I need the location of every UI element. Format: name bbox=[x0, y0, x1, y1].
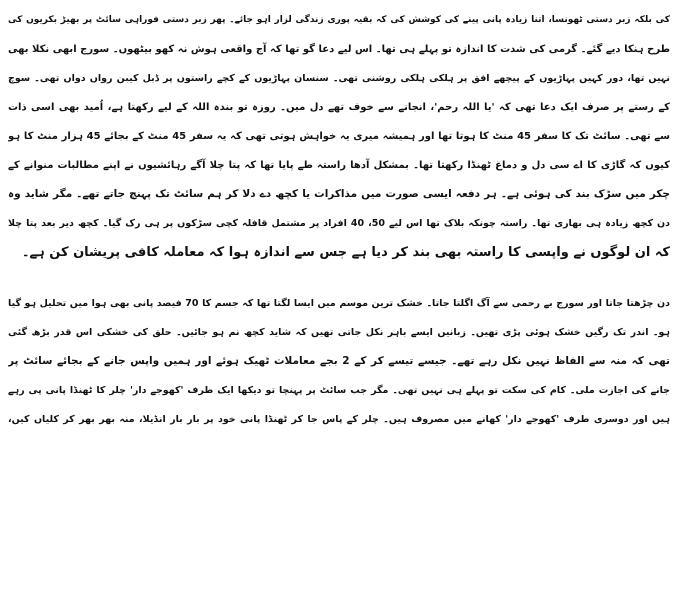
text-line: دن کچھ زیادہ ہی بھاری تھا۔ راستہ چونکہ بلاک تھا اس لیے 50، 40 افراد پر مشتمل قافلہ کچی سڑکوں پر ہی رک گیا۔ کچھ دیر بعد پتا چلا bbox=[8, 218, 670, 229]
text-line: نہیں تھا، دور کہیں پہاڑیوں کے پیچھے افق پر ہلکی ہلکی روشنی تھی۔ سنسان پہاڑیوں کے کچے راستوں پر ڈبل کیبن رواں دواں تھی۔ سوچ bbox=[8, 73, 670, 84]
text-line: ہو۔ اندر تک رگیں خشک ہوئی پڑی تھیں۔ زبانیں ایسے باہر نکل جاتی تھیں کہ شاید کچھ نم ہو جائیں۔ حلق کی خشکی اس قدر بڑھ گئی bbox=[8, 327, 670, 338]
text-line: کی بلکہ زبر دستی ٹھونسا، اتنا زیادہ پانی پینے کی کوشش کی کہ بقیہ پوری زندگی لزار اہو جائے۔ پھر زبر دستی فوراہی سائٹ پر بھیڑ بکریوں کی bbox=[8, 15, 670, 25]
text-line: سے تھی۔ سائٹ تک کا سفر 45 منٹ کا ہوتا تھا اور ہمیشہ میری یہ خواہش ہوتی تھی کہ یہ سفر 45 منٹ کے بجائے 45 ہزار منٹ کا ہو bbox=[8, 131, 670, 142]
text-line: طرح ہنکا دیے گئے۔ گرمی کی شدت کا اندازہ تو پہلے ہی تھا۔ اس لیے دعا گو تھا کہ آج واقعی ہوش نہ کھو بیٹھوں۔ سورج ابھی نکلا بھی bbox=[8, 44, 670, 55]
text-line: کہ ان لوگوں نے واپسی کا راستہ بھی بند کر دیا ہے جس سے اندازہ ہوا کہ معاملہ کافی پریشان کن ہے۔ bbox=[21, 245, 670, 260]
text-line: دن چڑھتا جاتا اور سورج بے رحمی سے آگ اگلتا جاتا۔ خشک ترین موسم میں ایسا لگتا تھا کہ جسم کا 70 فیصد پانی بھی ہوا میں تحلیل ہو گیا bbox=[8, 298, 670, 309]
text-line: کیوں کہ گاڑی کا اے سی دل و دماغ ٹھنڈا رکھتا تھا۔ بمشکل آدھا راستہ طے پایا تھا کہ پتا چلا آگے رہائشیوں نے اپنے مطالبات منوانے کے bbox=[8, 160, 670, 171]
text-line: جانے کی اجازت ملی۔ کام کی سکت تو پہلے ہی نہیں تھی۔ مگر جب سائٹ پر پہنچا تو دیکھا ایک طرف 'کھوجے دار' چلر کا ٹھنڈا پانی پی رہے bbox=[8, 385, 670, 396]
paragraph-2 bbox=[8, 289, 670, 434]
text-line: کے رستے پر صرف ایک دعا تھی کہ 'یا اللہ رحم'، انجانے سے خوف تھے دل میں۔ روزہ تو بندہ اللہ کے لیے رکھتا ہے، اُمید بھی اسی ذات bbox=[8, 102, 670, 113]
text-line: چکر میں سڑک بند کی ہوئی ہے۔ ہر دفعہ ایسی صورت میں مذاکرات یا کچھ دے دلا کر ہم سائٹ تک پہنچ جاتے تھے۔ مگر شاید وہ bbox=[8, 188, 670, 200]
text-line: ہیں اور دوسری طرف 'کھوجے دار' کھانے میں مصروف ہیں۔ چلر کے پاس جا کر ٹھنڈا پانی خود پر بار بار انڈیلا، منہ بھر بھر کر کلیاں کیں، bbox=[8, 414, 670, 425]
paragraph-1 bbox=[8, 6, 670, 267]
text-line: تھی کہ منہ سے الفاظ نہیں نکل رہے تھے۔ جیسے تیسے کر کے 2 بجے معاملات ٹھیک ہوئے اور ہمیں واپس جانے کے بجائے سائٹ پر bbox=[8, 355, 670, 367]
